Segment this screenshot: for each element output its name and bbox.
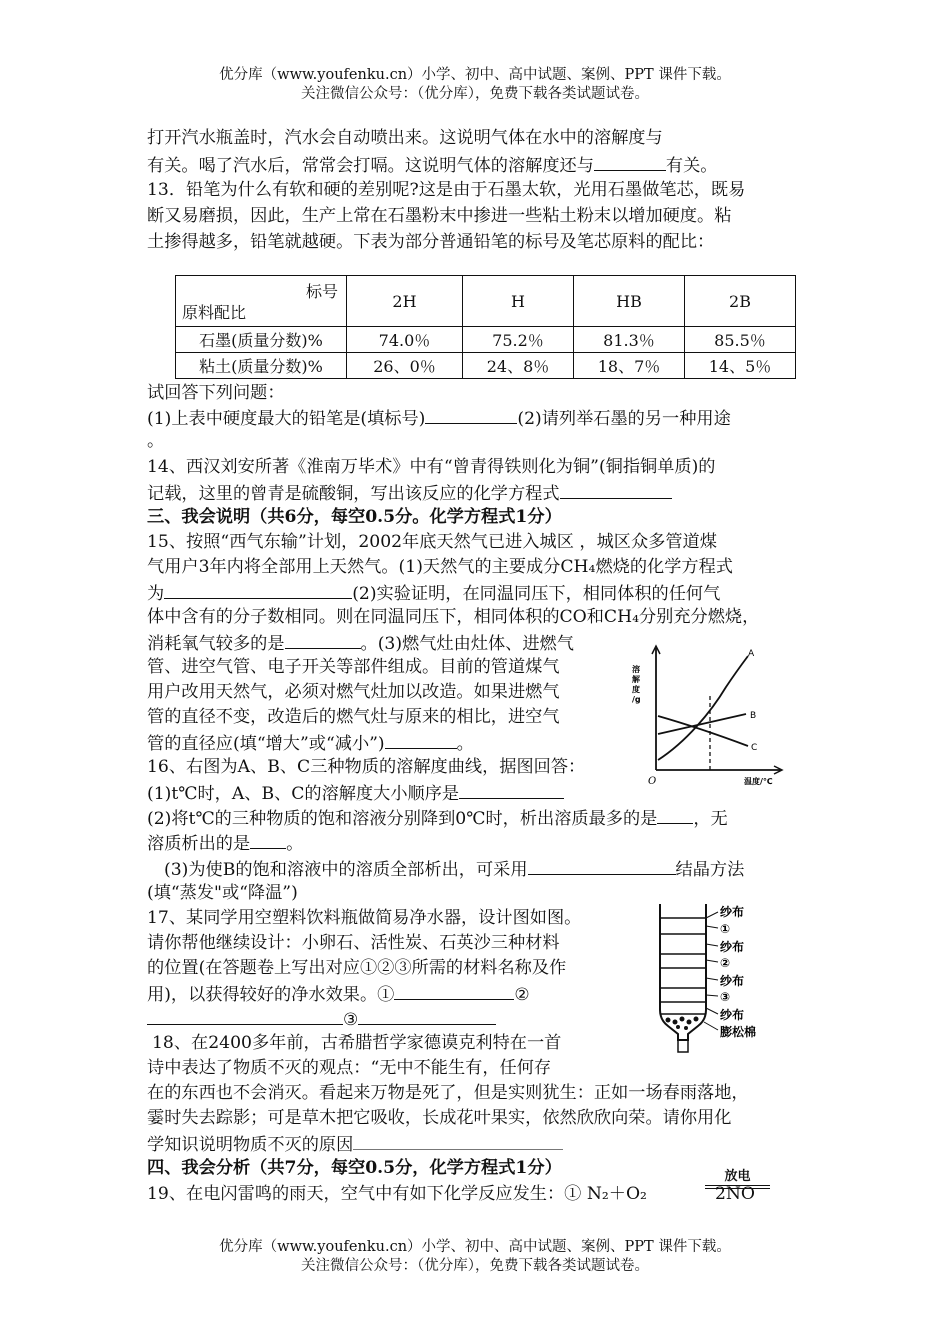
answer-blank[interactable] [425,405,517,424]
y-label-3: 度 [632,685,640,694]
q15-line-8: 管的直径不变，改造后的燃气灶与原来的相比，进空气 [147,707,560,727]
answer-blank[interactable] [358,1006,496,1025]
pencil-ratio-table [175,275,796,379]
q15-line-6: 管、进空气管、电子开关等部件组成。目前的管道煤气 [147,657,560,677]
table-cell: 14、5％ [685,353,796,379]
header-line-1: 优分库（www.youfenku.cn）小学、初中、高中试题、案例、PPT 课件下载。 [219,67,731,83]
q15-text: (2)实验证明，在同温同压下，相同体积的任何气 [352,584,721,604]
q19-line-1 [147,1182,755,1206]
q15-text: 为 [147,584,165,604]
equals-sign [705,1185,770,1189]
answer-blank[interactable] [353,1131,563,1150]
column-header: 2B [685,276,796,327]
filter-label-gauze: 纱布 [720,940,745,954]
q17-line-1: 17、某同学用空塑料饮料瓶做简易净水器，设计图如图。 [147,908,582,928]
q18-line-3: 在的东西也不会消灭。看起来万物是死了，但是实则犹生：正如一场春雨落地， [147,1083,749,1103]
q16-text: ，无 [693,809,728,829]
q18-line-4: 霎时失去踪影；可是草木把它吸收，长成花叶果实，依然欣欣向荣。请你用化 [147,1108,732,1128]
answer-blank[interactable] [164,580,352,599]
section-4-title: 四、我会分析（共7分，每空0.5分，化学方程式1分） [147,1158,562,1178]
footer-line-2: 关注微信公众号：（优分库），免费下载各类试题试卷。 [301,1258,649,1274]
q16-text: 溶质析出的是 [147,834,251,854]
q16-line-2 [147,780,564,806]
table-cell: 75.2％ [463,327,574,353]
q13-p2-text: (2)请列举石墨的另一种用途 [517,409,731,429]
q17-text: ③ [343,1010,359,1030]
q18-line-5 [147,1131,563,1157]
filter-label-3: ③ [720,990,731,1004]
q17-text: ② [514,985,530,1005]
column-header: 2H [347,276,463,327]
q13-p1-text: (1)上表中硬度最大的铅笔是(填标号) [147,409,426,429]
corner-top-label: 标号 [305,282,338,301]
y-label-2: 解 [632,675,640,684]
row-label: 石墨(质量分数)% [176,327,347,353]
intro-text: 有关。喝了汽水后，常常会打嗝。这说明气体的溶解度还与 [147,156,594,176]
q19-product: 2NO [714,1184,756,1204]
q18-line-1: 18、在2400多年前，古希腊哲学家德谟克利特在一首 [152,1033,562,1053]
answer-blank[interactable] [594,152,666,171]
q16-text: (1)t℃时，A、B、C的溶解度大小顺序是 [147,784,460,804]
header-line-2: 关注微信公众号：（优分库），免费下载各类试题试卷。 [301,86,649,102]
answer-blank[interactable] [285,630,361,649]
corner-bottom-label: 原料配比 [182,303,247,322]
answer-blank[interactable] [385,730,457,749]
q16-line-1: 16、右图为A、B、C三种物质的溶解度曲线，据图回答： [147,757,586,777]
q17-line-2: 请你帮他继续设计：小卵石、活性炭、石英沙三种材料 [147,933,560,953]
answer-blank[interactable] [394,981,514,1000]
page-header [0,66,950,104]
y-label-1: 溶 [632,665,640,674]
origin-label: O [648,776,657,787]
table-cell: 81.3％ [574,327,685,353]
q16-text: (3)为使B的饱和溶液中的溶质全部析出，可采用 [164,860,528,880]
y-label-4: /g [632,695,641,704]
section-3-title: 三、我会说明（共6分，每空0.5分。化学方程式1分） [147,507,562,527]
q17-line-3: 的位置(在答题卷上写出对应①②③所需的材料名称及作 [147,958,567,978]
table-row [176,353,796,379]
curve-b [658,714,746,734]
table-cell: 74.0％ [347,327,463,353]
intro-line-1: 打开汽水瓶盖时，汽水会自动喷出来。这说明气体在水中的溶解度与 [147,128,663,148]
q15-line-3 [147,580,720,606]
q13-line-1: 13．铅笔为什么有软和硬的差别呢?这是由于石墨太软，光用石墨做笔芯，既易 [147,180,746,200]
q15-text: 。 [456,734,474,754]
bottle-cap [678,1040,688,1052]
reaction-condition [705,1170,770,1189]
q15-line-7: 用户改用天然气，必须对燃气灶加以改造。如果进燃气 [147,682,560,702]
q19-text: 19、在电闪雷鸣的雨天，空气中有如下化学反应发生：① N₂＋O₂ [147,1184,647,1204]
q17-line-5 [147,1006,496,1032]
q15-line-5 [147,630,574,656]
answer-blank[interactable] [528,856,676,875]
row-label: 粘土(质量分数)% [176,353,347,379]
page-footer [0,1238,950,1276]
q15-text: 。(3)燃气灶由灶体、进燃气 [360,634,574,654]
q16-text: 。 [286,834,304,854]
answer-blank[interactable] [250,830,286,849]
q13-line-3: 土掺得越多，铅笔就越硬。下表为部分普通铅笔的标号及笔芯原料的配比： [147,232,715,252]
q13-try-label: 试回答下列问题： [147,383,285,403]
filter-label-2: ② [720,956,731,970]
q18-text: 学知识说明物质不灭的原因 [147,1135,354,1155]
curve-label-a: A [748,649,755,659]
q16-line-5 [164,856,744,882]
condition-label: 放电 [724,1169,751,1184]
q15-line-2: 气用户3年内将全部用上天然气。(1)天然气的主要成分CH₄燃烧的化学方程式 [147,557,733,577]
answer-blank[interactable] [657,805,693,824]
q15-text: 管的直径应(填“增大”或“减小”) [147,734,385,754]
curve-a [658,656,748,760]
q13-period: 。 [147,431,165,451]
intro-line-2 [147,152,717,178]
filter-label-gauze: 纱布 [720,974,745,988]
curve-label-c: C [751,743,758,753]
q13-line-2: 断又易磨损，因此，生产上常在石墨粉末中掺进一些粘土粉末以增加硬度。粘 [147,206,732,226]
q16-text: 结晶方法 [675,860,745,880]
table-cell: 18、7％ [574,353,685,379]
q17-line-4 [147,981,530,1007]
filter-label-gauze: 纱布 [720,905,745,919]
q14-line-2 [147,480,672,506]
q14-text: 记载，这里的曾青是硫酸铜，写出该反应的化学方程式 [147,484,560,504]
answer-blank[interactable] [459,780,564,799]
filter-label-gauze: 纱布 [720,1008,745,1022]
water-filter-diagram [648,898,788,1058]
solubility-graph [626,642,790,790]
q16-text: (2)将t℃的三种物质的饱和溶液分别降到0℃时，析出溶质最多的是 [147,809,658,829]
q16-line-6: (填“蒸发"或“降温”) [147,883,298,903]
table-row [176,327,796,353]
q15-line-9 [147,730,474,756]
q16-line-3 [147,805,728,831]
answer-blank[interactable] [147,1006,343,1025]
table-cell: 26、0％ [347,353,463,379]
answer-blank[interactable] [560,480,672,499]
table-cell: 85.5％ [685,327,796,353]
footer-line-1: 优分库（www.youfenku.cn）小学、初中、高中试题、案例、PPT 课件下载。 [219,1239,731,1255]
x-axis-label: 温度/℃ [744,777,773,786]
q15-text: 消耗氧气较多的是 [147,634,285,654]
filter-label-1: ① [720,922,731,936]
q17-text: 用)，以获得较好的净水效果。① [147,985,395,1005]
intro-tail: 有关。 [665,156,718,176]
q15-line-4: 体中含有的分子数相同。则在同温同压下，相同体积的CO和CH₄分别充分燃烧， [147,607,760,627]
column-header: H [463,276,574,327]
q18-line-2: 诗中表达了物质不灭的观点：“无中不能生有，任何存 [147,1058,552,1078]
column-header: HB [574,276,685,327]
q13-part-1 [147,405,731,431]
q15-line-1: 15、按照“西气东输”计划，2002年底天然气已进入城区 ，城区众多管道煤 [147,532,717,552]
table-cell: 24、8％ [463,353,574,379]
q14-line-1: 14、西汉刘安所著《淮南万毕术》中有“曾青得铁则化为铜”(铜指铜单质)的 [147,457,716,477]
q16-line-4 [147,830,303,856]
table-corner-cell [176,276,347,327]
filter-label-cotton: 膨松棉 [720,1025,757,1039]
curve-label-b: B [750,711,757,721]
